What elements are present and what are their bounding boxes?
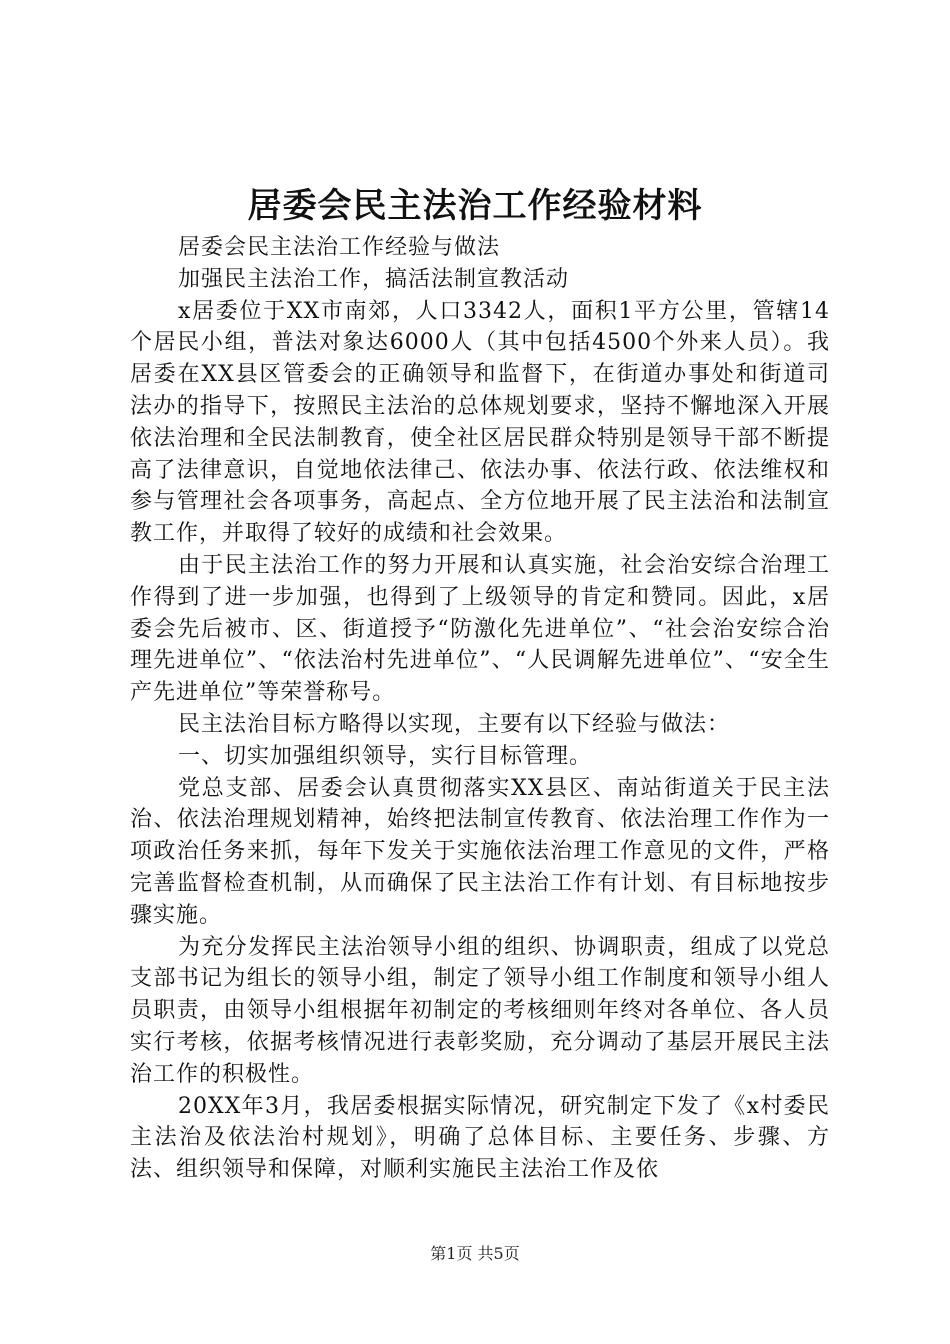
section-heading-1: 一、切实加强组织领导，实行目标管理。 (178, 743, 593, 769)
paragraph-honors: 由于民主法治工作的努力开展和认真实施，社会治安综合治理工作得到了进一步加强，也得到了上级领导的肯定和赞同。因此，x居委会先后被市、区、街道授予“防激化先进单位”、“社会治安综合治理先进单位”、“依法治村先进单位”、“人民调解先进单位”、“安全生产先进单位”等荣誉称号。 (130, 552, 830, 706)
paragraph-heading: 加强民主法治工作，搞活法制宣教活动 (178, 266, 570, 292)
paragraph-organization: 党总支部、居委会认真贯彻落实XX县区、南站街道关于民主法治、依法治理规划精神，始终把法制宣传教育、依法治理工作作为一项政治任务来抓，每年下发关于实施依法治理工作意见的文件，严格完善监督检查机制，从而确保了民主法治工作有计划、有目标地按步骤实施。 (130, 775, 830, 928)
paragraph-subtitle: 居委会民主法治工作经验与做法 (178, 235, 501, 260)
page-footer: 第1页 共5页 (430, 1244, 520, 1263)
document-body (130, 232, 830, 1186)
paragraph-planning: 20XX年3月，我居委根据实际情况，研究制定下发了《x村委民主法治及依法治村规划》，明确了总体目标、主要任务、步骤、方法、组织领导和保障，对顺利实施民主法治工作及依 (130, 1093, 830, 1183)
document-title: 居委会民主法治工作经验材料 (247, 186, 703, 226)
paragraph-leadership-group: 为充分发挥民主法治领导小组的组织、协调职责，组成了以党总支部书记为组长的领导小组，制定了领导小组工作制度和领导小组人员职责，由领导小组根据年初制定的考核细则年终对各单位、各人员实行考核，依据考核情况进行表彰奖励，充分调动了基层开展民主法治工作的积极性。 (130, 934, 830, 1087)
paragraph-summary: 民主法治目标方略得以实现，主要有以下经验与做法： (178, 711, 731, 737)
paragraph-intro: x居委位于XX市南郊，人口3342人，面积1平方公里，管辖14个居民小组，普法对象达6000人（其中包括4500个外来人员）。我居委在XX县区管委会的正确领导和监督下，在街道办事处和街道司法办的指导下，按照民主法治的总体规划要求，坚持不懈地深入开展依法治理和全民法制教育，使全社区居民群众特别是领导干部不断提高了法律意识，自觉地依法律己、依法办事、依法行政、依法维权和参与管理社会各项事务，高起点、全方位地开展了民主法治和法制宣教工作，并取得了较好的成绩和社会效果。 (130, 298, 830, 547)
